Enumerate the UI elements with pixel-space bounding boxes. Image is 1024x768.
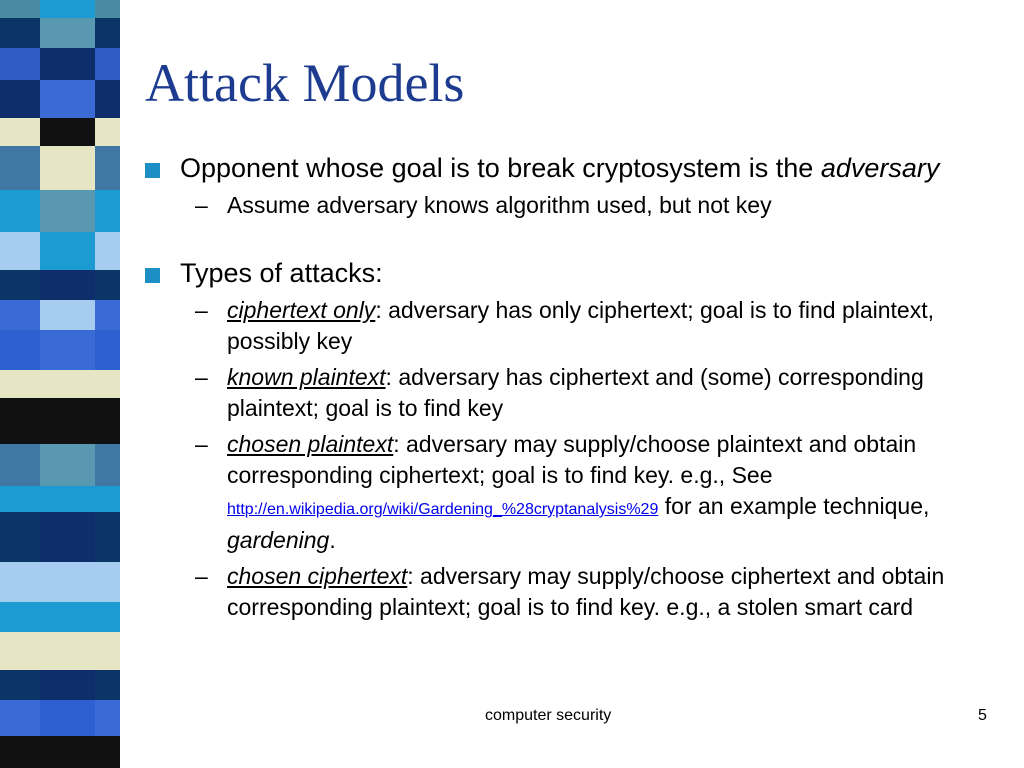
wikipedia-gardening-link[interactable]: http://en.wikipedia.org/wiki/Gardening_%28cryptanalysis%29 <box>227 501 659 518</box>
dash-bullet-icon: – <box>195 364 208 390</box>
page-number: 5 <box>978 707 987 724</box>
dash-bullet-icon: – <box>195 563 208 589</box>
bullet-text: Opponent whose goal is to break cryptosystem is the adversary <box>180 153 940 183</box>
square-bullet-icon <box>145 268 160 283</box>
decorative-stripe <box>0 0 120 768</box>
bullet-types-of-attacks: Types of attacks: <box>145 257 945 290</box>
sub-bullet-chosen-ciphertext: – chosen ciphertext: adversary may supply/choose ciphertext and obtain corresponding plaintext; goal is to find key. e.g., a stolen smart card <box>195 563 945 620</box>
sub-bullet-known-plaintext: – known plaintext: adversary has ciphertext and (some) corresponding plaintext; goal is to find key <box>195 364 924 421</box>
sub-bullet-chosen-plaintext: – chosen plaintext: adversary may supply/choose plaintext and obtain corresponding ciphertext; goal is to find key. e.g., See http://en.wikipedia.org/wiki/Gardening_%28cryptanalysis%29 for an example technique, gardening. <box>195 431 930 553</box>
sub-bullet-ciphertext-only: – ciphertext only: adversary has only ciphertext; goal is to find plaintext, possibly key <box>195 297 934 354</box>
slide-title: Attack Models <box>145 53 465 113</box>
dash-bullet-icon: – <box>195 297 208 323</box>
term-known-plaintext: known plaintext <box>227 364 386 390</box>
term-chosen-plaintext: chosen plaintext <box>227 431 394 457</box>
dash-bullet-icon: – <box>195 431 208 457</box>
dash-bullet-icon: – <box>195 192 208 218</box>
footer-title: computer security <box>485 707 612 724</box>
term-ciphertext-only: ciphertext only <box>227 297 376 323</box>
bullet-adversary <box>145 152 945 185</box>
emphasis-adversary: adversary <box>820 153 940 183</box>
square-bullet-icon <box>145 163 160 178</box>
slide-body <box>145 152 945 623</box>
sub-bullet-assumption: – Assume adversary knows algorithm used, but not key <box>145 190 945 221</box>
term-chosen-ciphertext: chosen ciphertext <box>227 563 408 589</box>
emphasis-gardening: gardening <box>227 527 330 553</box>
